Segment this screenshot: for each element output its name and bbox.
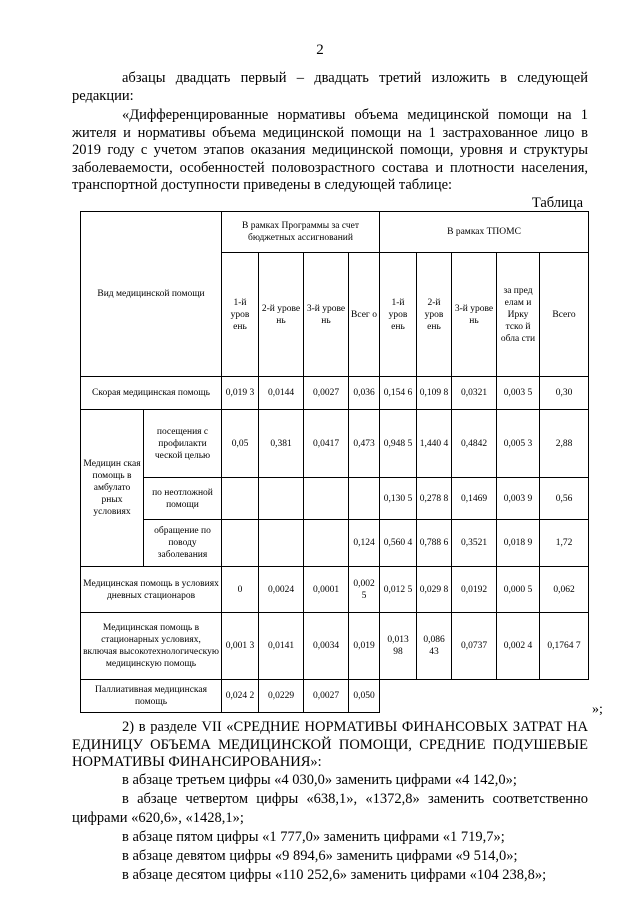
table-cell: 0,024 2: [222, 680, 259, 713]
table-cell: 0,0141: [259, 613, 304, 680]
table-cell: 2,88: [540, 410, 589, 478]
table-cell: 0,0321: [452, 377, 497, 410]
row-label: обращение по поводу заболевания: [144, 520, 222, 567]
table-cell: [304, 520, 349, 567]
header-budget: В рамках Программы за счет бюджетных ассигнований: [222, 212, 380, 253]
table-cell: 0,130 5: [380, 478, 417, 520]
table-cell: 0: [222, 567, 259, 613]
table-cell: 0,4842: [452, 410, 497, 478]
list-item: в абзаце пятом цифры «1 777,0» заменить цифрами «1 719,7»;: [122, 829, 505, 845]
row-label: посещения с профилакти ческой целью: [144, 410, 222, 478]
table-cell: 0,0024: [259, 567, 304, 613]
header-cell: 3-й урове нь: [452, 253, 497, 377]
table-row: [81, 613, 589, 680]
quote-end: »;: [592, 702, 603, 717]
table-cell: 0,0417: [304, 410, 349, 478]
table-cell: 0,3521: [452, 520, 497, 567]
table-cell: [222, 520, 259, 567]
intro-paragraph-2: «Дифференцированные нормативы объема медицинской помощи на 1 жителя и нормативы объема медицинской помощи на 1 застрахованное лицо в 2019 году с учетом этапов оказания медицинской помощи, уровня и структуры заболеваемости, особенностей половозрастного состава и плотности населения, транспортной доступности приведены в следующей таблице:: [72, 107, 588, 193]
intro-paragraph-1: абзацы двадцать первый – двадцать третий изложить в следующей редакции:: [72, 70, 588, 104]
table-cell: 0,013 98: [380, 613, 417, 680]
table-cell: 0,086 43: [417, 613, 452, 680]
row-label: Паллиативная медицинская помощь: [81, 680, 222, 713]
table-cell: 0,278 8: [417, 478, 452, 520]
table-cell: 0,029 8: [417, 567, 452, 613]
table-cell: 0,003 5: [497, 377, 540, 410]
table-cell: 0,56: [540, 478, 589, 520]
header-cell: 1-й уров ень: [380, 253, 417, 377]
table-cell: 1,72: [540, 520, 589, 567]
header-cell: Всего: [540, 253, 589, 377]
table-cell: 0,0144: [259, 377, 304, 410]
table-row: [81, 567, 589, 613]
table-cell: 0,018 9: [497, 520, 540, 567]
table-cell: [304, 478, 349, 520]
list-item: в абзаце девятом цифры «9 894,6» заменить цифрами «9 514,0»;: [122, 848, 518, 864]
table-cell: 0,0229: [259, 680, 304, 713]
table-cell: 0,473: [349, 410, 380, 478]
header-tpoms: В рамках ТПОМС: [380, 212, 589, 253]
table-cell: 1,440 4: [417, 410, 452, 478]
table-cell: 0,124: [349, 520, 380, 567]
table-cell: 0,012 5: [380, 567, 417, 613]
table-cell: 0,381: [259, 410, 304, 478]
table-cell: [222, 478, 259, 520]
table-cell: 0,0737: [452, 613, 497, 680]
header-cell: за пред елам и Ирку тско й обла сти: [497, 253, 540, 377]
table-cell: 0,005 3: [497, 410, 540, 478]
header-cell: 1-й уров ень: [222, 253, 259, 377]
table-cell: 0,0192: [452, 567, 497, 613]
list-item: в абзаце десятом цифры «110 252,6» заменить цифрами «104 238,8»;: [122, 867, 547, 883]
table-cell: 0,062: [540, 567, 589, 613]
table-cell: 0,019: [349, 613, 380, 680]
header-cell: 2-й уров ень: [417, 253, 452, 377]
list-item: в абзаце третьем цифры «4 030,0» заменить цифрами «4 142,0»;: [122, 772, 517, 788]
table-cell: 0,0034: [304, 613, 349, 680]
table-cell: 0,788 6: [417, 520, 452, 567]
row-label: Медицинская помощь в условиях дневных стационаров: [81, 567, 222, 613]
table-row: [81, 478, 589, 520]
table-cell: 0,154 6: [380, 377, 417, 410]
norms-table: [80, 211, 589, 713]
table-cell: 0,560 4: [380, 520, 417, 567]
header-kind: Вид медицинской помощи: [81, 212, 222, 377]
amendments-list: [72, 771, 588, 885]
table-caption: Таблица: [531, 195, 583, 211]
table-cell: 0,1469: [452, 478, 497, 520]
table-cell: 0,050: [349, 680, 380, 713]
table-cell: [259, 520, 304, 567]
table-cell: 0,036: [349, 377, 380, 410]
row-group-label: Медицин ская помощь в амбулато рных условиях: [81, 410, 144, 567]
table-row: [81, 680, 589, 713]
table-cell: [349, 478, 380, 520]
table-cell: 0,109 8: [417, 377, 452, 410]
section-2-heading: 2) в разделе VII «СРЕДНИЕ НОРМАТИВЫ ФИНАНСОВЫХ ЗАТРАТ НА ЕДИНИЦУ ОБЪЕМА МЕДИЦИНСКОЙ ПОМОЩИ, СРЕДНИЕ ПОДУШЕВЫЕ НОРМАТИВЫ ФИНАНСИРОВАНИЯ»:: [72, 719, 588, 770]
list-item: в абзаце четвертом цифры «638,1», «1372,8» заменить соответственно цифрами «620,6», «1428,1»;: [72, 791, 588, 826]
table-cell: 0,30: [540, 377, 589, 410]
table-cell: 0,001 3: [222, 613, 259, 680]
row-label: Скорая медицинская помощь: [81, 377, 222, 410]
table-cell: 0,002 5: [349, 567, 380, 613]
header-cell: Всег о: [349, 253, 380, 377]
table-cell: 0,948 5: [380, 410, 417, 478]
table-cell: 0,000 5: [497, 567, 540, 613]
row-label: по неотложной помощи: [144, 478, 222, 520]
table-cell: [259, 478, 304, 520]
table-row: [81, 410, 589, 478]
page-number: 2: [316, 42, 324, 58]
table-cell: 0,0027: [304, 377, 349, 410]
table-cell: 0,05: [222, 410, 259, 478]
row-label: Медицинская помощь в стационарных условиях, включая высокотехнологическую медицинскую помощь: [81, 613, 222, 680]
table-cell: 0,0001: [304, 567, 349, 613]
table-cell: 0,1764 7: [540, 613, 589, 680]
header-cell: 3-й урове нь: [304, 253, 349, 377]
table-cell: 0,019 3: [222, 377, 259, 410]
table-cell: 0,002 4: [497, 613, 540, 680]
table-row: [81, 377, 589, 410]
table-cell: 0,0027: [304, 680, 349, 713]
table-cell: 0,003 9: [497, 478, 540, 520]
header-cell: 2-й урове нь: [259, 253, 304, 377]
table-row: [81, 520, 589, 567]
